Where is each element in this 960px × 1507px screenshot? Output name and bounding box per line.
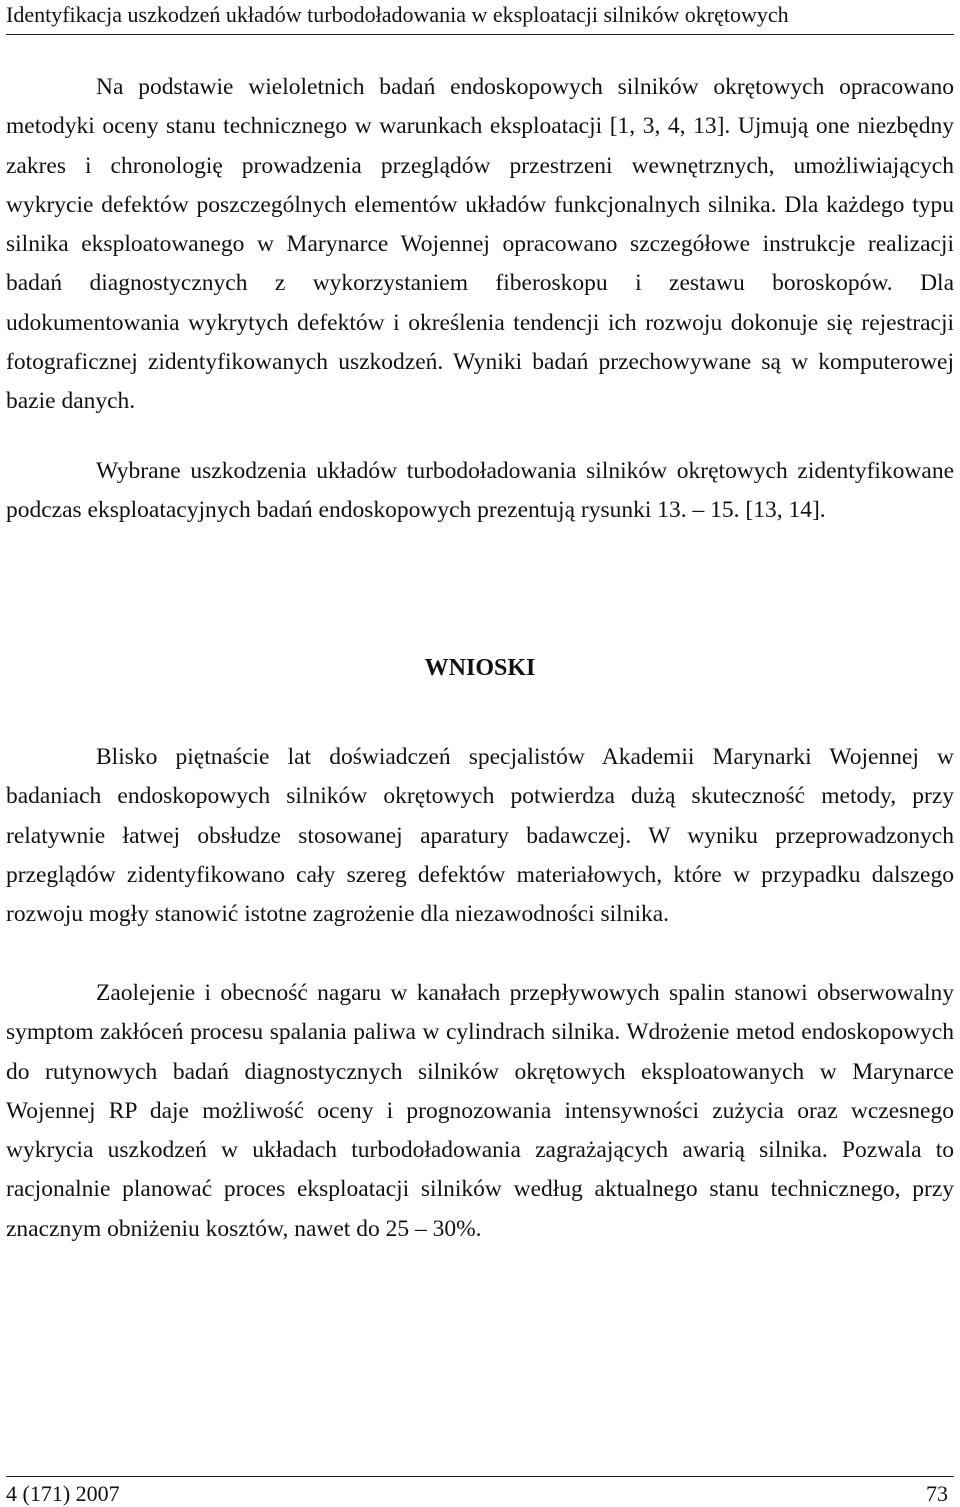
- paragraph-methodology: Na podstawie wieloletnich badań endoskopowych silników okrętowych opracowano metodyki oceny stanu technicznego w warunkach eksploatacji [1, 3, 4, 13]. Ujmują one niezbędny zakres i chronologię prowadzenia przeglądów przestrzeni wewnętrznych, umożliwiających wykrycie defektów poszczególnych elementów układów funkcjonalnych silnika. Dla każdego typu silnika eksploatowanego w Marynarce Wojennej opracowano szczegółowe instrukcje realizacji badań diagnostycznych z wykorzystaniem fiberoskopu i zestawu boroskopów. Dla udokumentowania wykrytych defektów i określenia tendencji ich rozwoju dokonuje się rejestracji fotograficznej zidentyfikowanych uszkodzeń. Wyniki badań przechowywane są w komputerowej bazie danych.: [6, 74, 954, 415]
- issue-number: 4 (171) 2007: [6, 1481, 120, 1506]
- running-title: Identyfikacja uszkodzeń układów turbodoładowania w eksploatacji silników okrętowych: [6, 2, 789, 27]
- page-number: 73: [926, 1481, 948, 1506]
- paragraph-conclusions-2: Zaolejenie i obecność nagaru w kanałach przepływowych spalin stanowi obserwowalny symptom zakłóceń procesu spalania paliwa w cylindrach silnika. Wdrożenie metod endoskopowych do rutynowych badań diagnostycznych silników okrętowych eksploatowanych w Marynarce Wojennej RP daje możliwość oceny i prognozowania intensywności zużycia oraz wczesnego wykrycia uszkodzeń w układach turbodoładowania zagrażających awarią silnika. Pozwala to racjonalnie planować proces eksploatacji silników według aktualnego stanu technicznego, przy znacznym obniżeniu kosztów, nawet do 25 – 30%.: [6, 980, 954, 1242]
- section-heading-conclusions: WNIOSKI: [424, 655, 536, 681]
- running-header: [6, 0, 954, 35]
- page-footer: [6, 1476, 954, 1507]
- paragraph-figures-reference: Wybrane uszkodzenia układów turbodoładowania silników okrętowych zidentyfikowane podczas eksploatacyjnych badań endoskopowych prezentują rysunki 13. – 15. [13, 14].: [6, 458, 954, 524]
- paragraph-conclusions-1: Blisko piętnaście lat doświadczeń specjalistów Akademii Marynarki Wojennej w badaniach endoskopowych silników okrętowych potwierdza dużą skuteczność metody, przy relatywnie łatwej obsłudze stosowanej aparatury badawczej. W wyniku przeprowadzonych przeglądów zidentyfikowano cały szereg defektów materiałowych, które w przypadku dalszego rozwoju mogły stanowić istotne zagrożenie dla niezawodności silnika.: [6, 744, 954, 928]
